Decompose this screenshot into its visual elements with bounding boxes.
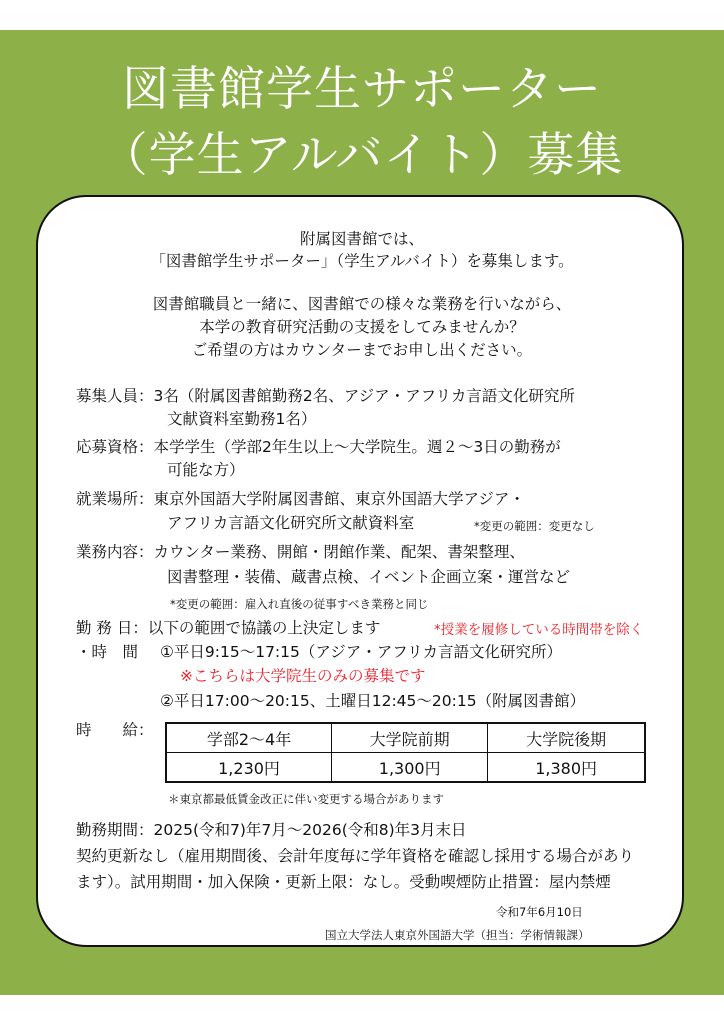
time-slot-2: ②平日17:00～20:15、土曜日12:45～20:15（附属図書館） [160, 692, 586, 710]
time-slot-1: ①平日9:15～17:15（アジア・アフリカ言語文化研究所） [160, 643, 562, 661]
recruit-line-2: 文献資料室勤務1名） [167, 410, 317, 428]
duties-note: *変更の範囲：雇入れ直後の従事すべき業務と同じ [170, 597, 429, 611]
work-days: 勤 務 日：以下の範囲で協議の上決定します [76, 619, 381, 637]
intro-line-2: 「図書館学生サポーター」（学生アルバイト）を募集します。 [150, 252, 574, 270]
title-line-2: （学生アルバイト）募集 [100, 128, 624, 183]
intro-line-5: ご希望の方はカウンターまでお申し出ください。 [191, 341, 533, 359]
wage-header-doctoral: 大学院後期 [488, 723, 645, 753]
wage-header-row [166, 723, 645, 753]
place-note: *変更の範囲：変更なし [474, 519, 595, 533]
time-slot-1-note: ※こちらは大学院生のみの募集です [180, 667, 426, 685]
wage-value-doctoral: 1,380円 [488, 753, 645, 783]
duties-line-2: 図書整理・装備、蔵書点検、イベント企画立案・運営など [167, 568, 571, 586]
time-label: ・時 間 [76, 643, 139, 661]
issuer: 国立大学法人東京外国語大学（担当：学術情報課） [325, 928, 590, 942]
renewal-line-1: 契約更新なし（雇用期間後、会計年度毎に学年資格を確認し採用する場合があり [76, 847, 635, 865]
qualification-line-1: 応募資格：本学学生（学部2年生以上～大学院生。週２～3日の勤務が [76, 438, 561, 456]
intro-line-3: 図書館職員と一緒に、図書館での様々な業務を行いながら、 [152, 295, 572, 313]
intro-line-1: 附属図書館では、 [299, 230, 424, 248]
issue-date: 令和7年6月10日 [496, 905, 583, 919]
wage-label: 時 給： [76, 721, 154, 739]
qualification-line-2: 可能な方） [167, 461, 245, 479]
work-period: 勤務期間：2025(令和7)年7月～2026(令和8)年3月末日 [76, 821, 467, 839]
wage-value-undergrad: 1,230円 [166, 753, 332, 783]
wage-note: ＊東京都最低賃金改正に伴い変更する場合があります [168, 792, 444, 806]
place-line-2: アフリカ言語文化研究所文献資料室 [167, 514, 415, 532]
renewal-line-2: ます）。試用期間・加入保険・更新上限：なし。受動喫煙防止措置：屋内禁煙 [76, 873, 611, 891]
recruit-line-1: 募集人員：3名（附属図書館勤務2名、アジア・アフリカ言語文化研究所 [76, 387, 575, 405]
intro-line-4: 本学の教育研究活動の支援をしてみませんか？ [199, 318, 525, 336]
wage-value-row [166, 753, 645, 783]
title-line-1: 図書館学生サポーター [122, 62, 602, 117]
place-line-1: 就業場所：東京外国語大学附属図書館、東京外国語大学アジア・ [76, 490, 525, 508]
work-days-note: *授業を履修している時間帯を除く [434, 622, 644, 638]
wage-value-masters: 1,300円 [332, 753, 488, 783]
wage-header-masters: 大学院前期 [332, 723, 488, 753]
wage-table [165, 722, 646, 783]
duties-line-1: 業務内容：カウンター業務、開館・閉館作業、配架、書架整理、 [76, 543, 525, 561]
wage-header-undergrad: 学部2～4年 [166, 723, 332, 753]
